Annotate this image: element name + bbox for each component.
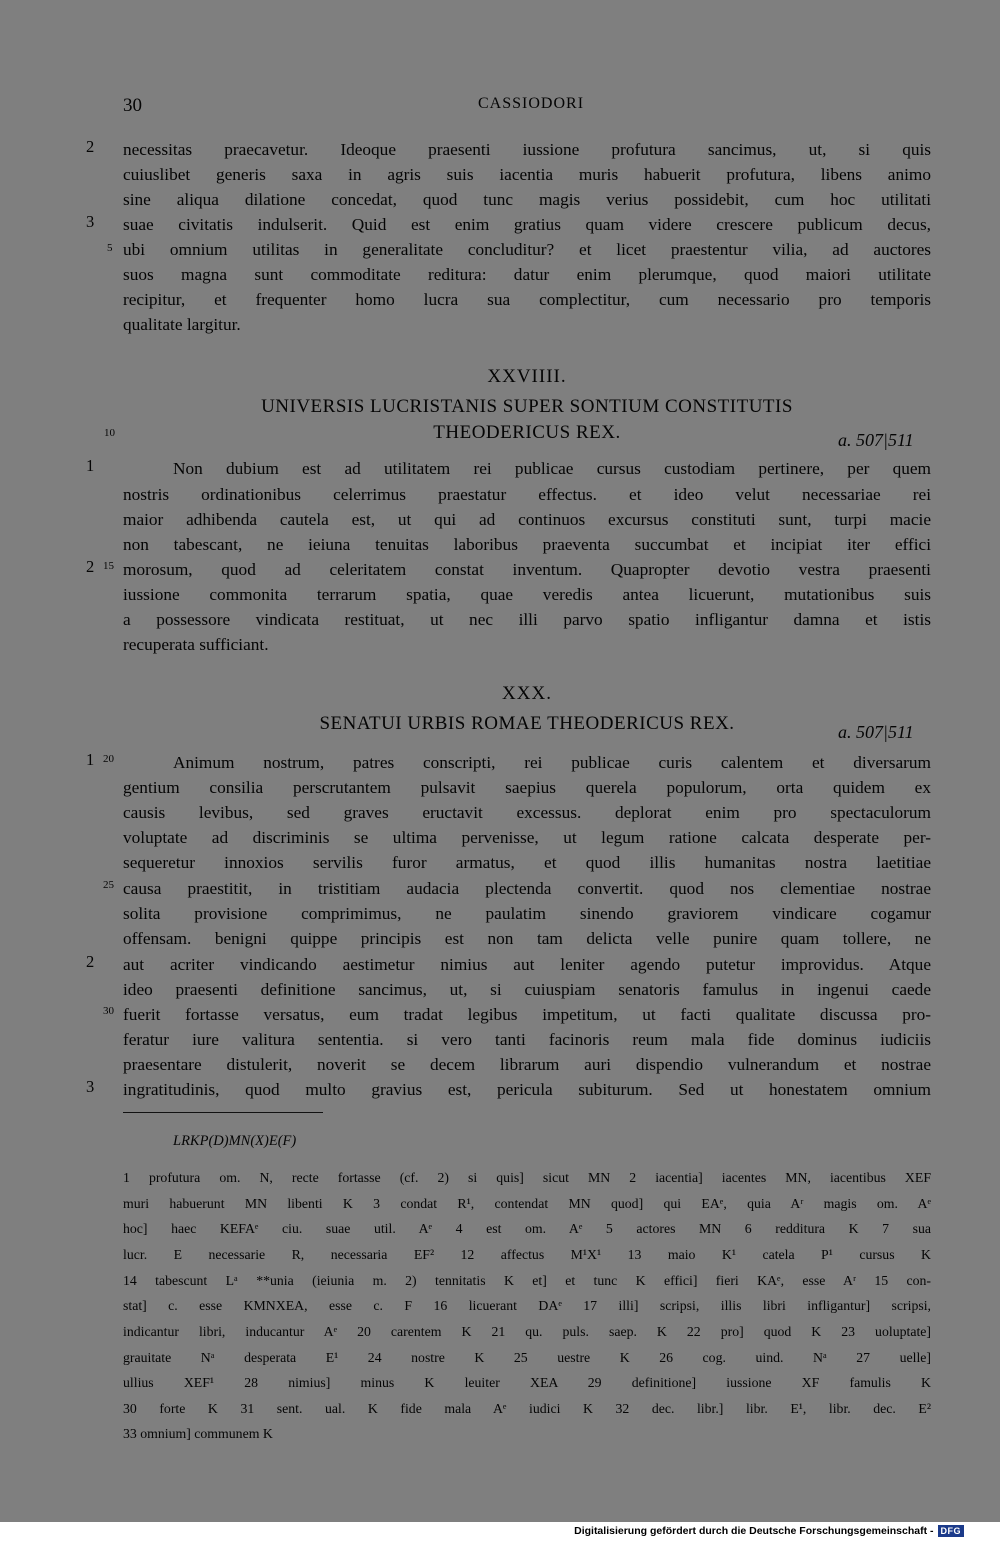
- text-line: ubi omnium utilitas in generalitate concluditur? et licet praestentur vilia, ad auctores: [123, 240, 931, 259]
- text-line: iussione commonita terrarum spatia, quae veredis antea licuerunt, mutationibus suis: [123, 585, 931, 604]
- text-line: fuerit fortasse versatus, eum tradat legibus impetitum, ut facti qualitate discussa pro-: [123, 1005, 931, 1024]
- manuscript-sigla: LRKP(D)MN(X)E(F): [173, 1133, 297, 1149]
- line-number: 25: [103, 879, 114, 891]
- margin-number: 1: [86, 750, 95, 769]
- text-line: cuiuslibet generis saxa in agris suis iacentia muris habuerit profutura, libens animo: [123, 165, 931, 184]
- text-line: ideo praesenti definitione sancimus, ut, si cuiuspiam senatoris famulus in ingenui caede: [123, 980, 931, 999]
- margin-number: 2: [86, 137, 95, 156]
- footnote-rule: [123, 1112, 323, 1113]
- section-title: THEODERICUS REX.: [433, 422, 621, 443]
- margin-number: 3: [86, 212, 95, 231]
- text-line: recuperata sufficiant.: [123, 635, 269, 654]
- section-title: UNIVERSIS LUCRISTANIS SUPER SONTIUM CONSTITUTIS: [261, 396, 793, 417]
- line-number: 20: [103, 753, 114, 765]
- credit-text: Digitalisierung gefördert durch die Deutsche Forschungsgemeinschaft -: [574, 1525, 934, 1537]
- text-line: nostris ordinationibus celerrimus praestatur effectus. et ideo velut necessariae rei: [123, 485, 931, 504]
- section-number: XXX.: [502, 683, 552, 704]
- text-line: feratur iure valitura sententia. si vero tanti facinoris reum mala fide dominus iudiciis: [123, 1030, 931, 1049]
- text-line: sequeretur innoxios servilis furor armatus, et quod illis humanitas nostra laetitiae: [123, 853, 931, 872]
- text-line: aut acriter vindicando aestimetur nimius aut leniter agendo putetur improvidus. Atque: [123, 955, 931, 974]
- text-line: a possessore vindicata restituat, ut nec illi parvo spatio infligantur damna et istis: [123, 610, 931, 629]
- line-number: 15: [103, 560, 114, 572]
- digitization-credit: [574, 1525, 964, 1537]
- text-line: suae civitatis indulserit. Quid est enim gratius quam videre crescere publicum decus,: [123, 215, 931, 234]
- text-line: offensam. benigni quippe principis est non tam delicta velle punire quam tollere, ne: [123, 929, 931, 948]
- line-number: 10: [104, 427, 115, 439]
- text-line: non tabescant, ne ieiuna tenuitas laboribus praeventa succumbat et incipiat iter effici: [123, 535, 931, 554]
- apparatus-line: stat] c. esse KMNXEA, esse c. F 16 licuerant DAᵉ 17 illi] scripsi, illis libri infligantur] scripsi,: [123, 1298, 931, 1313]
- text-line: voluptate ad discriminis se ultima pervenisse, ut legum ratione calcata desperate per-: [123, 828, 931, 847]
- apparatus-line: muri habuerunt MN libenti K 3 condat R¹, contendat MN quod] qui EAᵉ, quia Aʳ magis om. Aᵉ: [123, 1196, 931, 1211]
- apparatus-line: grauitate Nᵃ desperata E¹ 24 nostre K 25 uestre K 26 cog. uind. Nᵃ 27 uelle]: [123, 1350, 931, 1365]
- text-line: maior adhibenda cautela est, ut qui ad continuos excursus constituti sunt, turpi macie: [123, 510, 931, 529]
- text-line: solita provisione comprimimus, ne paulatim sinendo graviorem vindicare cogamur: [123, 904, 931, 923]
- text-line: Animum nostrum, patres conscripti, rei publicae curis calentem et diversarum: [173, 753, 931, 772]
- margin-number: 2: [86, 952, 95, 971]
- text-line: ingratitudinis, quod multo gravius est, pericula subiturum. Sed ut honestatem omnium: [123, 1080, 931, 1099]
- text-line: suos magna sunt commoditate reditura: datur enim plerumque, quod maiori utilitate: [123, 265, 931, 284]
- apparatus-line: 33 omnium] communem K: [123, 1426, 273, 1441]
- text-line: qualitate largitur.: [123, 315, 241, 334]
- apparatus-line: hoc] haec KEFAᵉ ciu. suae util. Aᵉ 4 est om. Aᵉ 5 actores MN 6 redditura K 7 sua: [123, 1221, 931, 1236]
- text-line: causis levibus, sed graves eructavit excessus. deplorat enim pro spectaculorum: [123, 803, 931, 822]
- text-line: praesentare distulerit, noverit se decem librarum auri dispendio vulnerandum et nostrae: [123, 1055, 931, 1074]
- section-number: XXVIIII.: [487, 366, 567, 387]
- running-title: CASSIODORI: [478, 95, 585, 112]
- apparatus-line: 30 forte K 31 sent. ual. K fide mala Aᵉ iudici K 32 dec. libr.] libr. E¹, libr. dec. E²: [123, 1401, 931, 1416]
- date-note: a. 507|511: [838, 722, 914, 742]
- page-number: 30: [123, 95, 142, 116]
- dfg-logo: DFG: [938, 1525, 965, 1537]
- text-line: causa praestitit, in tristitiam audacia plectenda convertit. quod nos clementiae nostrae: [123, 879, 931, 898]
- line-number: 30: [103, 1005, 114, 1017]
- text-line: necessitas praecavetur. Ideoque praesenti iussione profutura sancimus, ut, si quis: [123, 140, 931, 159]
- text-line: recipitur, et frequenter homo lucra sua complectitur, cum necessario pro temporis: [123, 290, 931, 309]
- apparatus-line: ullius XEF¹ 28 nimius] minus K leuiter XEA 29 definitione] iussione XF famulis K: [123, 1375, 931, 1390]
- section-title: SENATUI URBIS ROMAE THEODERICUS REX.: [319, 713, 735, 734]
- text-line: sine aliqua dilatione concedat, quod tunc magis verius possidebit, cum hoc utilitati: [123, 190, 931, 209]
- date-note: a. 507|511: [838, 430, 914, 450]
- apparatus-line: indicantur libri, inducantur Aᵉ 20 carentem K 21 qu. puls. saep. K 22 pro] quod K 23 uoluptate]: [123, 1324, 931, 1339]
- text-line: gentium consilia perscrutantem pulsavit saepius querela populorum, orta quidem ex: [123, 778, 931, 797]
- text-line: Non dubium est ad utilitatem rei publicae cursus custodiam pertinere, per quem: [173, 459, 931, 478]
- margin-number: 1: [86, 456, 95, 475]
- apparatus-line: lucr. E necessarie R, necessaria EF² 12 affectus M¹X¹ 13 maio K¹ catela P¹ cursus K: [123, 1247, 931, 1262]
- line-number: 5: [107, 242, 113, 254]
- text-line: morosum, quod ad celeritatem constat inventum. Quapropter devotio vestra praesenti: [123, 560, 931, 579]
- apparatus-line: 1 profutura om. N, recte fortasse (cf. 2) si quis] sicut MN 2 iacentia] iacentes MN, iacentibus XEF: [123, 1170, 931, 1185]
- apparatus-line: 14 tabescunt Lᵃ **unia (ieiunia m. 2) tennitatis K et] et tunc K effici] fieri KAᵉ, esse Aʳ 15 con-: [123, 1273, 931, 1288]
- margin-number: 3: [86, 1077, 95, 1096]
- margin-number: 2: [86, 557, 95, 576]
